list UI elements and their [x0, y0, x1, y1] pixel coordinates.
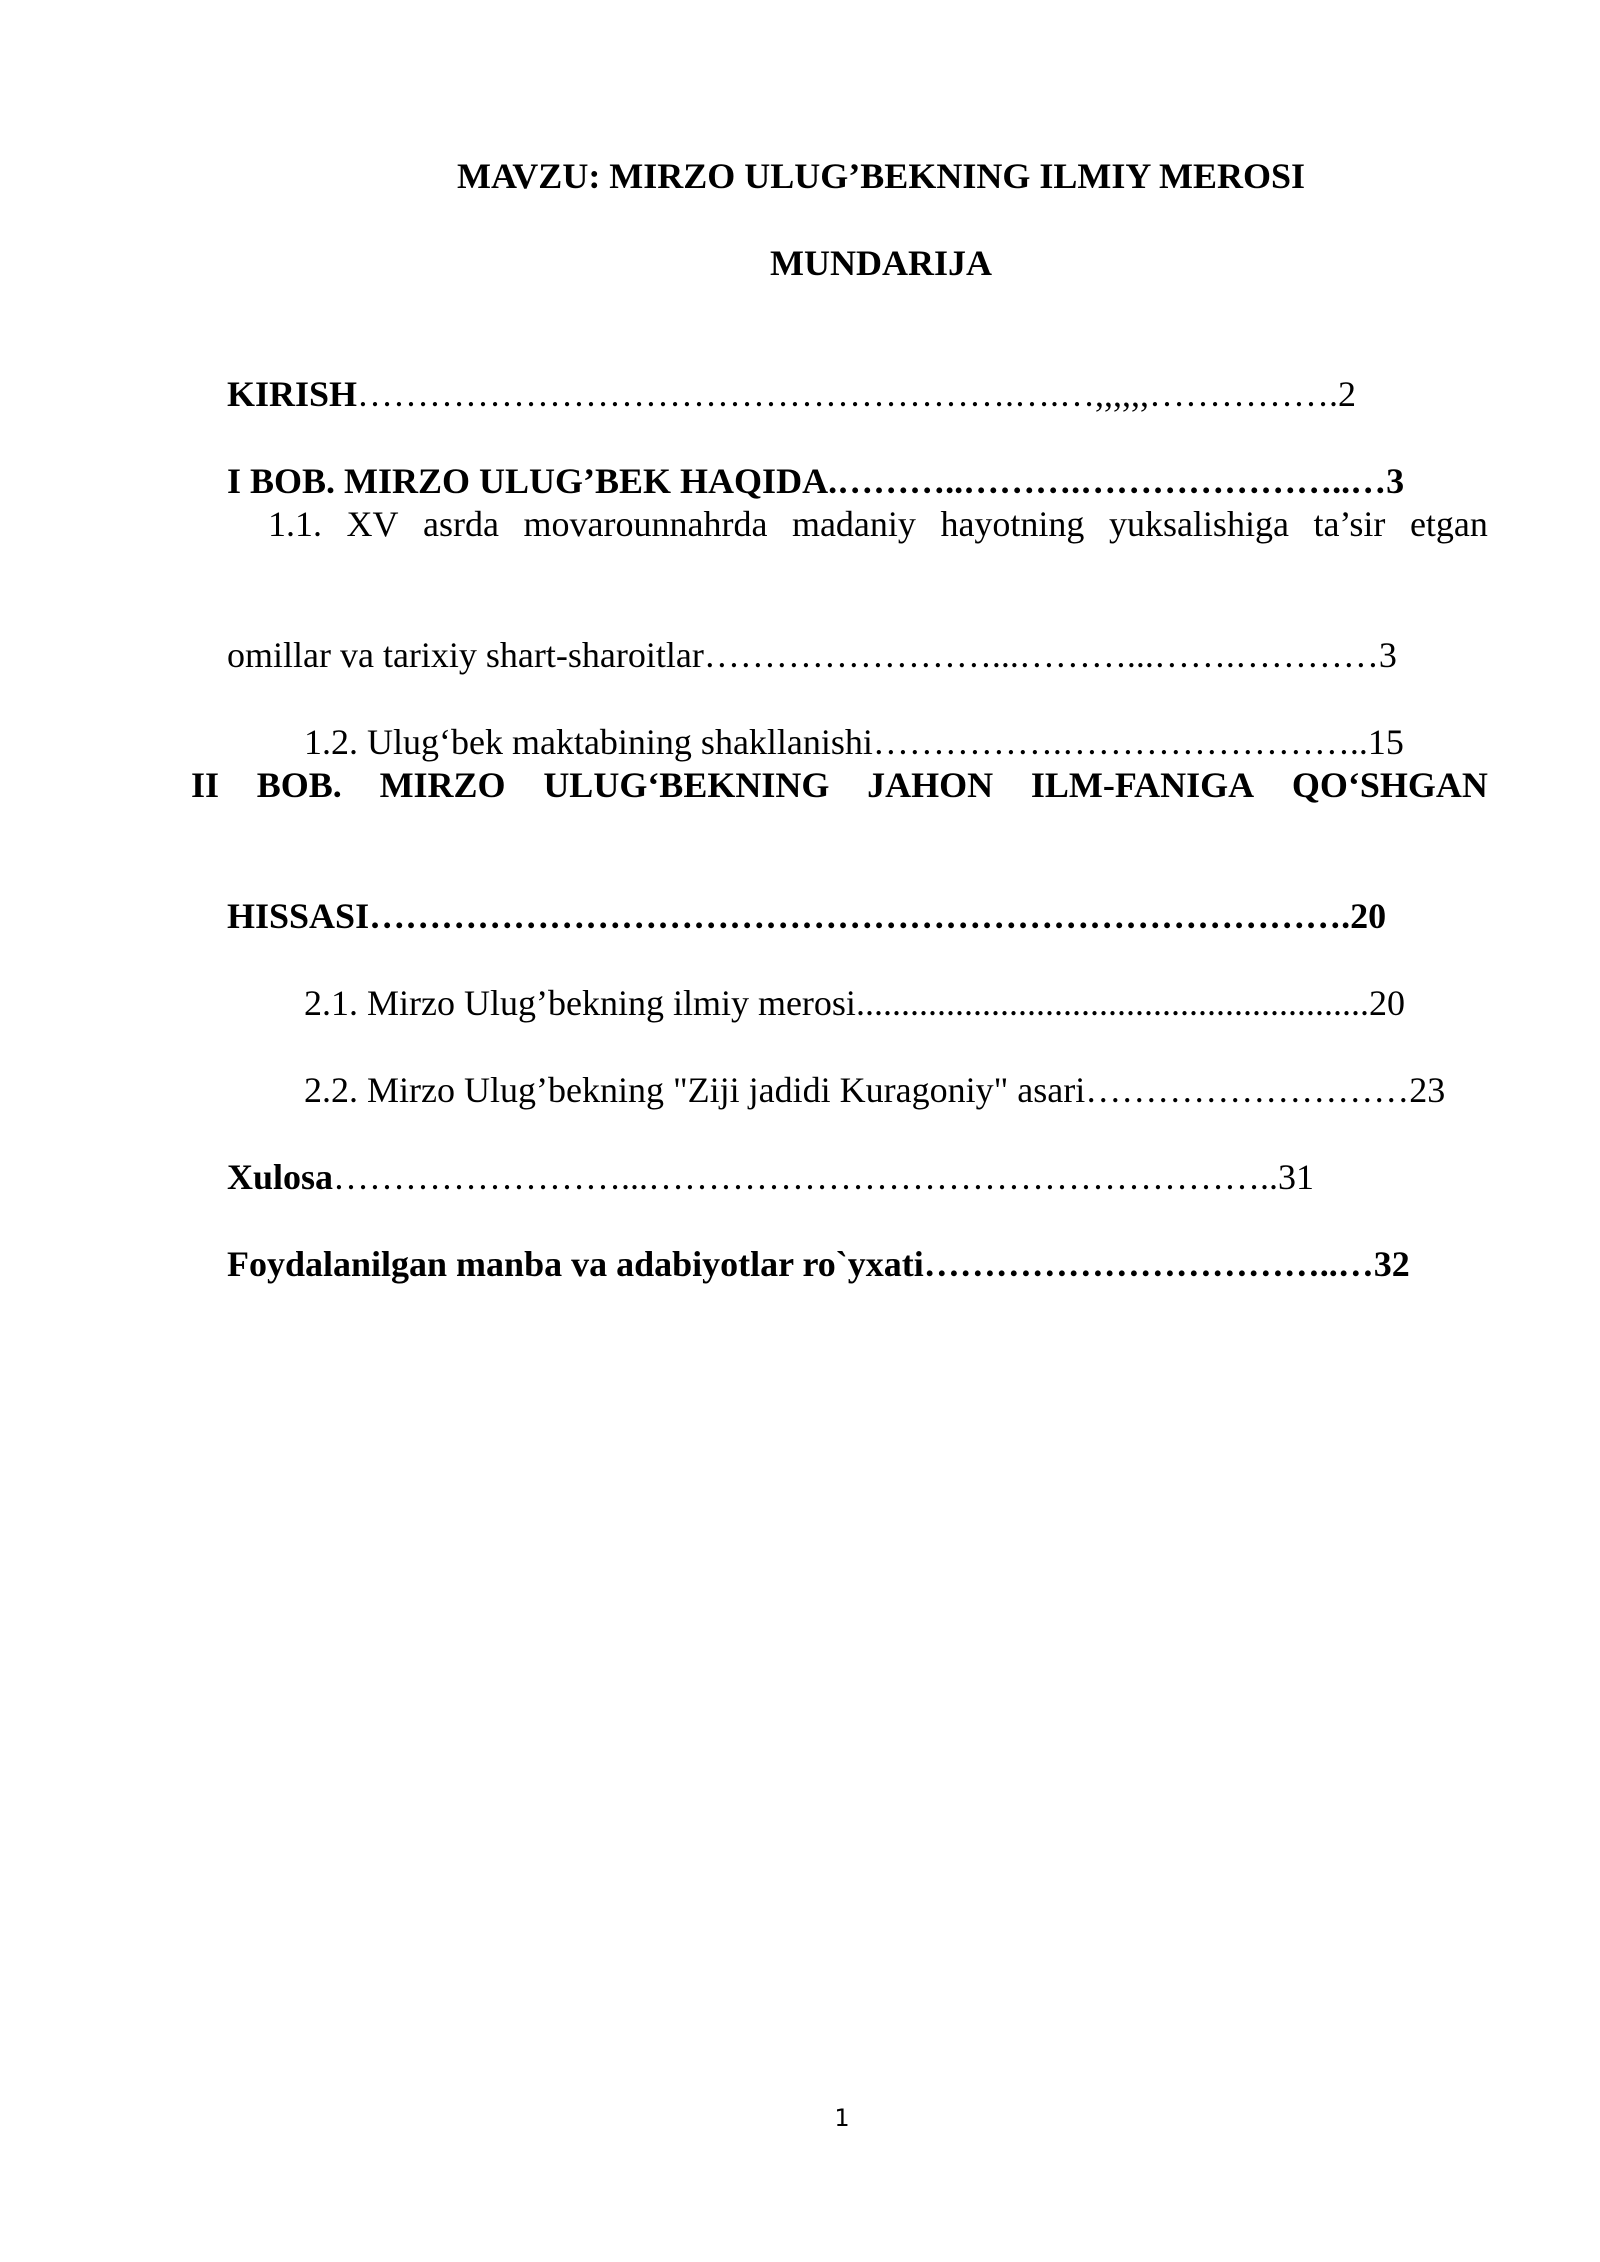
toc-entry-leader: ……………………………………………….….…,,,,,,…………….: [357, 374, 1339, 414]
toc-entry-page: 23: [1409, 1070, 1446, 1110]
toc-entry-leader: ……………………...………...…….…………: [703, 635, 1379, 675]
toc-entry-page: 20: [1368, 983, 1405, 1023]
toc-word: BOB.: [256, 765, 342, 805]
toc-entry-title: HISSASI: [227, 896, 370, 936]
toc-entry-title: omillar va tarixiy shart-sharoitlar: [227, 635, 704, 675]
toc-entry-leader: ……………………………………………………………………….: [369, 896, 1351, 936]
toc-word: 1.1.: [268, 504, 322, 544]
toc-entry-page: 3: [1386, 461, 1405, 501]
toc-entry-page: 20: [1350, 896, 1387, 936]
toc-word: JAHON: [867, 765, 994, 805]
toc-entry-page: 32: [1373, 1244, 1410, 1284]
toc-entry-leader: .........................................................: [855, 983, 1369, 1023]
toc-word: etgan: [1409, 504, 1488, 544]
toc-entry-leader: ……………………………..…: [923, 1244, 1374, 1284]
toc-word: QO‘SHGAN: [1291, 765, 1488, 805]
toc-entry-references: [191, 1198, 1410, 1330]
toc-entry-title: 2.1. Mirzo Ulug’bekning ilmiy merosi: [304, 983, 856, 1023]
toc-entry-leader: ………………………: [1085, 1070, 1410, 1110]
toc-entry-title: Xulosa: [227, 1157, 334, 1197]
toc-word: asrda: [423, 504, 499, 544]
toc-entry-section-1-1-line1: [268, 502, 1488, 546]
toc-word: XV: [346, 504, 399, 544]
toc-entry-leader: ………..……….…………………..…: [837, 461, 1387, 501]
toc-entry-page: 15: [1367, 722, 1404, 762]
toc-entry-chapter-2-line1: [191, 763, 1488, 807]
toc-entry-leader: …………….……………………..: [872, 722, 1368, 762]
toc-entry-leader: ……………………...……………………………………………..: [333, 1157, 1279, 1197]
toc-word: MIRZO: [379, 765, 506, 805]
toc-word: ILM-FANIGA: [1030, 765, 1255, 805]
toc-entry-title: Foydalanilgan manba va adabiyotlar ro`yxati: [227, 1244, 924, 1284]
toc-entry-title: 1.2. Ulug‘bek maktabining shakllanishi: [304, 722, 873, 762]
toc-word: madaniy: [791, 504, 916, 544]
toc-entry-title: KIRISH: [227, 374, 358, 414]
toc-entry-page: 31: [1278, 1157, 1315, 1197]
toc-word: movarounnahrda: [523, 504, 768, 544]
toc-entry-page: 3: [1378, 635, 1397, 675]
toc-word: ULUG‘BEKNING: [543, 765, 830, 805]
page-number: 1: [834, 2104, 850, 2132]
toc-word: yuksalishiga: [1108, 504, 1289, 544]
toc-word: II: [191, 765, 220, 805]
document-title: MAVZU: MIRZO ULUG’BEKNING ILMIY MEROSI: [456, 156, 1306, 196]
toc-heading: MUNDARIJA: [770, 243, 992, 283]
toc-entry-page: 2: [1338, 374, 1357, 414]
toc-entry-title: 2.2. Mirzo Ulug’bekning "Ziji jadidi Kuragoniy" asari: [304, 1070, 1086, 1110]
toc-word: ta’sir: [1313, 504, 1386, 544]
toc-word: hayotning: [940, 504, 1085, 544]
toc-entry-title: I BOB. MIRZO ULUG’BEK HAQIDA.: [227, 461, 838, 501]
